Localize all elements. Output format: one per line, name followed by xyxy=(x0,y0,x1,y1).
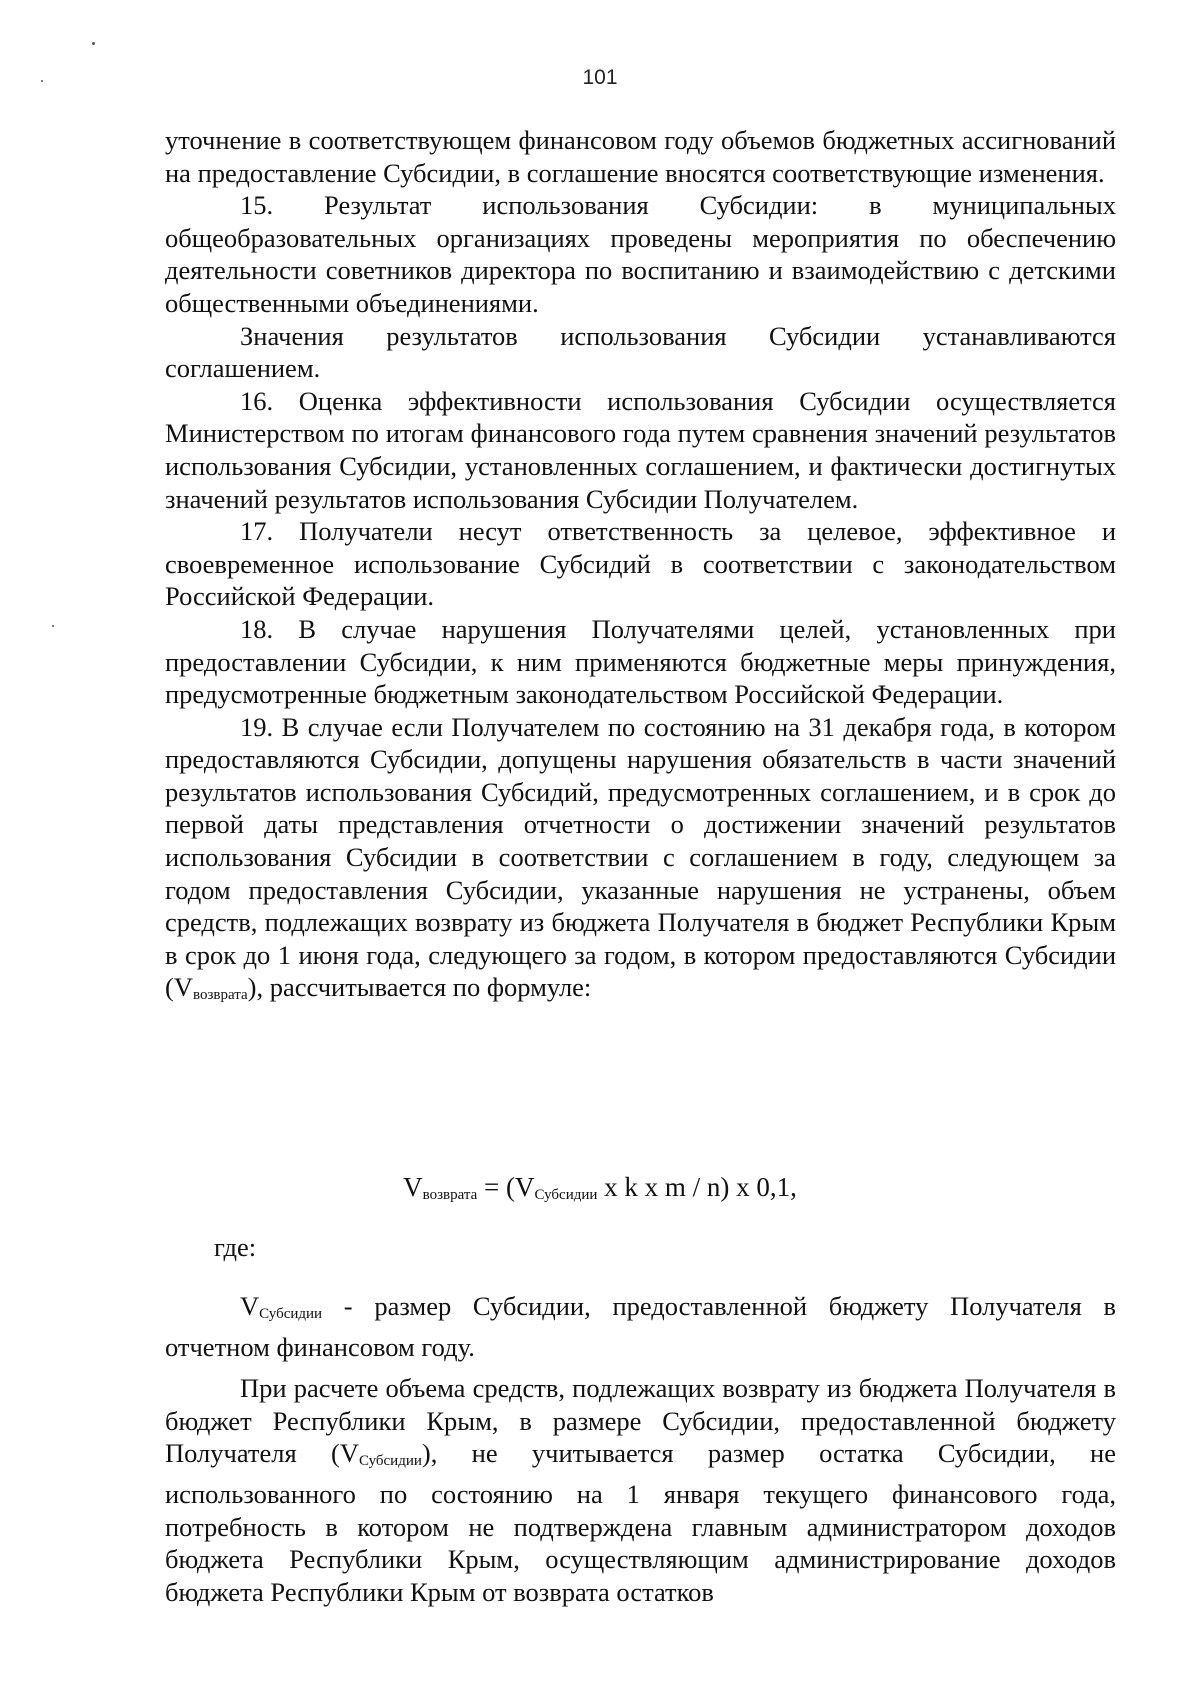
body-text-bottom xyxy=(165,1290,1116,1608)
paragraph-19 xyxy=(165,711,1116,1012)
subscript-return: возврата xyxy=(192,987,248,1004)
formula-sub-subsidy: Субсидии xyxy=(534,1187,598,1203)
paragraph-calculation xyxy=(165,1372,1116,1608)
paragraph-15: 15. Результат использования Субсидии: в муниципальных общеобразовательных организациях проведены мероприятия по обеспечению деятельности советников директора по воспитанию и взаимодействию с детскими общественными объединениями. xyxy=(165,190,1116,318)
calculation-sub: Субсидии xyxy=(358,1453,422,1470)
calculation-before: При расчете объема средств, подлежащих возврату из бюджета Получателя в бюджет Республики Крым, в размере Субсидии, предоставленной бюджету Получателя (V xyxy=(165,1373,1116,1469)
definition-v-subsidy xyxy=(165,1290,1116,1363)
formula-equals: = (V xyxy=(477,1172,535,1202)
paragraph-results-values: Значения результатов использования Субсидии устанавливаются соглашением. xyxy=(165,320,1116,384)
definition-v: V xyxy=(240,1291,260,1321)
paragraph-19-tail: ), рассчитывается по формуле: xyxy=(247,972,592,1003)
formula-rest: x k x m / n) x 0,1, xyxy=(597,1172,797,1202)
page-number: 101 xyxy=(582,66,618,89)
paragraph-18: 18. В случае нарушения Получателями целей, установленных при предоставлении Субсидии, к ним применяются бюджетные меры принуждения, предусмотренные бюджетным законодательством Российской Федерации. xyxy=(165,613,1116,710)
body-text-top xyxy=(165,124,1116,1012)
scan-speck xyxy=(52,625,54,627)
calculation-after: ), не учитывается размер остатка Субсидии, не использованного по состоянию на 1 января текущего финансового года, потребность в котором не подтверждена главным администратором доходов бюджета Республики Крым, осуществляющим администрирование доходов бюджета Республики Крым от возврата остатков xyxy=(165,1438,1116,1607)
paragraph-17: 17. Получатели несут ответственность за целевое, эффективное и своевременное использование Субсидий в соответствии с законодательством Российской Федерации. xyxy=(165,516,1116,612)
definition-text: - размер Субсидии, предоставленной бюджету Получателя в отчетном финансовом году. xyxy=(165,1291,1116,1362)
formula xyxy=(0,1172,1200,1204)
where-label: где: xyxy=(214,1232,257,1262)
formula-sub-return: возврата xyxy=(422,1187,478,1203)
paragraph-16: 16. Оценка эффективности использования Субсидии осуществляется Министерством по итогам финансового года путем сравнения значений результатов использования Субсидии, установленных соглашением, и фактически достигнутых значений результатов использования Субсидии Получателем. xyxy=(165,385,1116,514)
definition-sub: Субсидии xyxy=(259,1306,323,1322)
scan-speck xyxy=(92,42,95,45)
paragraph-19-text: 19. В случае если Получателем по состоянию на 31 декабря года, в котором предоставляются Субсидии, допущены нарушения обязательств в части значений результатов использования Субсидий, предусмотренных соглашением, и в срок до первой даты представления отчетности о достижении значений результатов использования Субсидии в соответствии с соглашением в году, следующем за годом предоставления Субсидии, указанные нарушения не устранены, объем средств, подлежащих возврату из бюджета Получателя в бюджет Республики Крым в срок до 1 июня года, следующего за годом, в котором предоставляются Субсидии (V xyxy=(165,711,1116,1003)
paragraph-gap xyxy=(165,1363,1116,1372)
paragraph: уточнение в соответствующем финансовом году объемов бюджетных ассигнований на предоставление Субсидии, в соглашение вносятся соответствующие изменения. xyxy=(165,125,1116,188)
formula-v: V xyxy=(403,1172,423,1202)
